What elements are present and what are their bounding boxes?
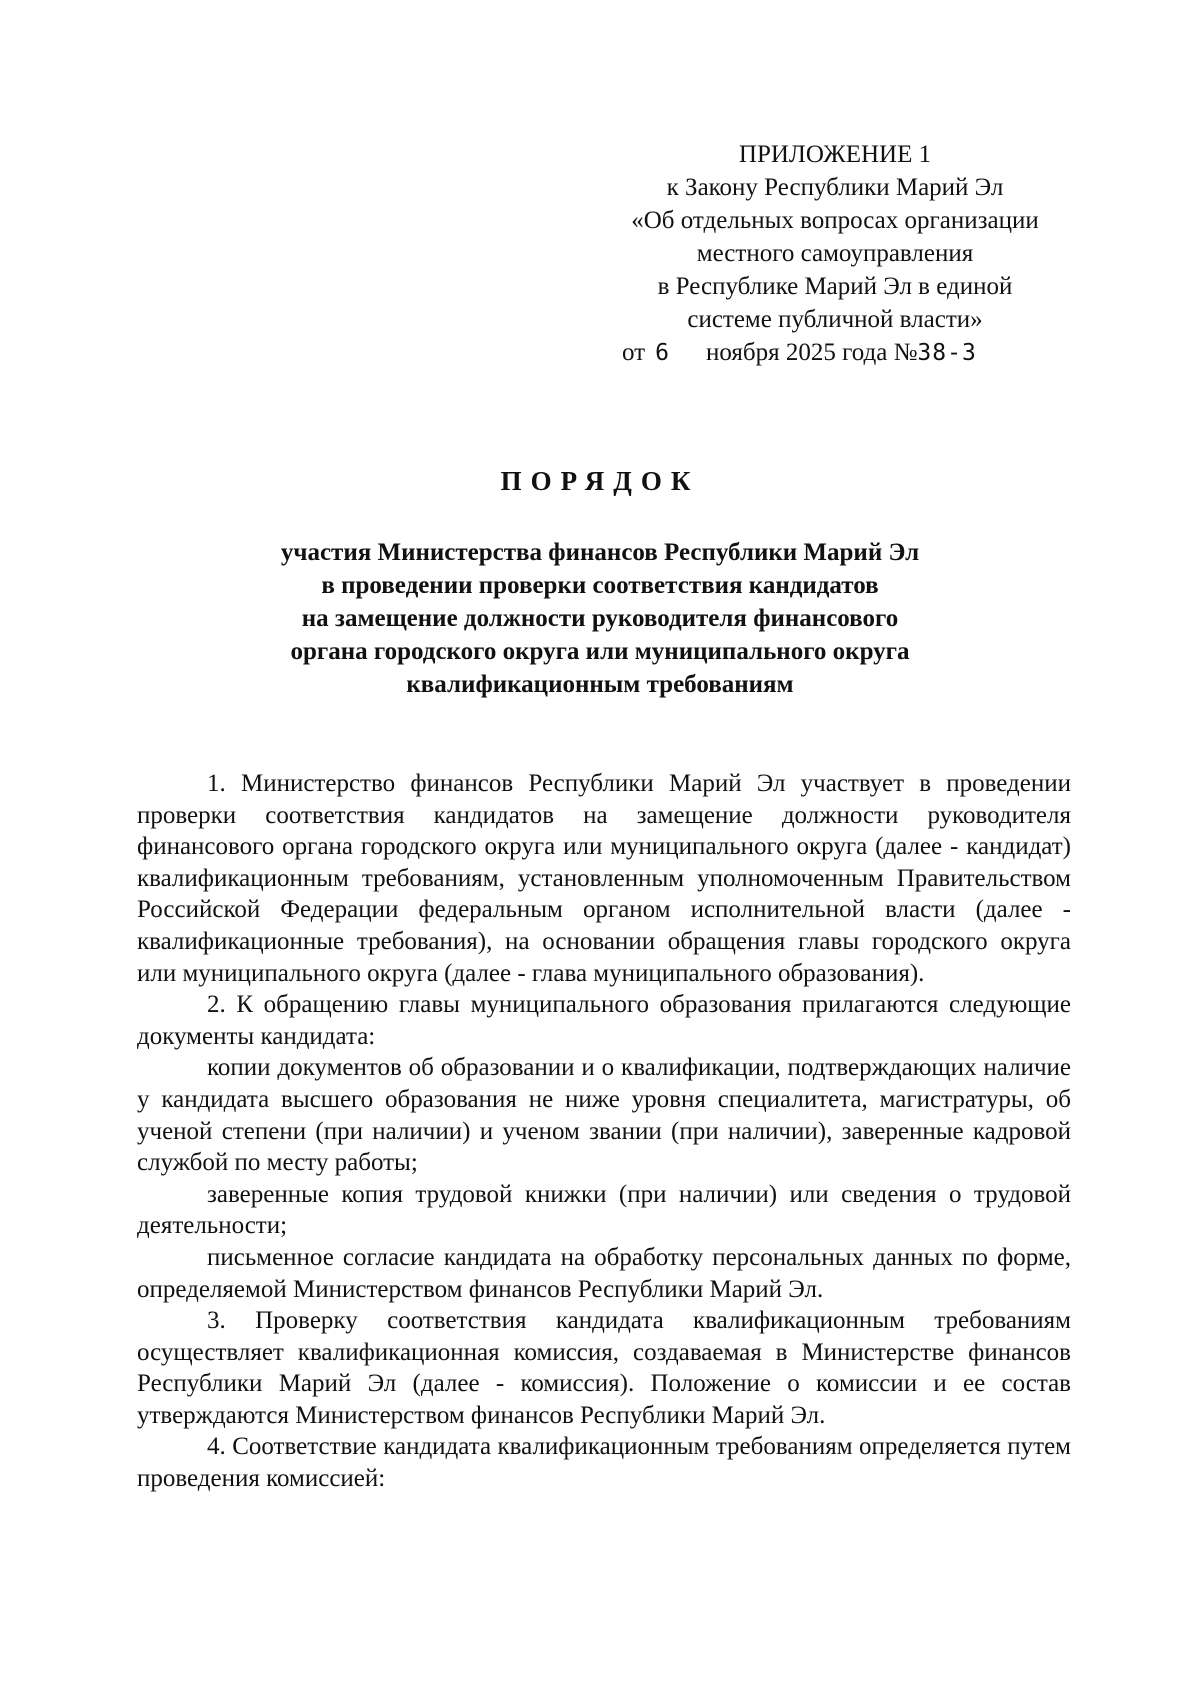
paragraph-2-item-consent: письменное согласие кандидата на обработку персональных данных по форме, определяемой Министерством финансов Республики Марий Эл. bbox=[137, 1243, 1071, 1303]
law-number: 38-3 bbox=[917, 340, 977, 366]
appendix-date-line bbox=[600, 336, 1070, 370]
subtitle-line: на замещение должности руководителя финансового bbox=[301, 605, 899, 632]
appendix-title: ПРИЛОЖЕНИЕ 1 bbox=[738, 141, 932, 168]
subtitle-line: квалификационным требованиям bbox=[406, 671, 794, 698]
appendix-line: в Республике Марий Эл в единой bbox=[657, 273, 1013, 300]
appendix-header bbox=[600, 138, 1070, 370]
date-day: 6 bbox=[655, 340, 670, 366]
paragraph-2: 2. К обращению главы муниципального образования прилагаются следующие документы кандидата: bbox=[137, 991, 1071, 1050]
document-title: ПОРЯДОК bbox=[500, 466, 700, 496]
paragraph-2-item-employment: заверенные копия трудовой книжки (при наличии) или сведения о трудовой деятельности; bbox=[137, 1180, 1071, 1240]
appendix-line: местного самоуправления bbox=[696, 240, 974, 267]
paragraph-4: 4. Соответствие кандидата квалификационным требованиям определяется путем проведения комиссией: bbox=[137, 1433, 1071, 1493]
date-rest: ноября 2025 года № bbox=[705, 339, 918, 366]
subtitle-line: органа городского округа или муниципального округа bbox=[290, 638, 910, 665]
appendix-line: к Закону Республики Марий Эл bbox=[666, 174, 1004, 201]
paragraph-2-item-education: копии документов об образовании и о квалификации, подтверждающих наличие у кандидата высшего образования не ниже уровня специалитета, магистратуры, об ученой степени (при наличии) и ученом звании (при наличии), заверенные кадровой службой по месту работы; bbox=[137, 1054, 1071, 1177]
document-subtitle bbox=[180, 536, 1020, 701]
paragraph-3: 3. Проверку соответствия кандидата квалификационным требованиям осуществляет квалификационная комиссия, создаваемая в Министерстве финансов Республики Марий Эл (далее - комиссия). Положение о комиссии и ее состав утверждаются Министерством финансов Республики Марий Эл. bbox=[137, 1307, 1071, 1429]
subtitle-line: в проведении проверки соответствия кандидатов bbox=[321, 572, 879, 599]
appendix-line: «Об отдельных вопросах организации bbox=[631, 207, 1039, 234]
date-prefix: от bbox=[622, 339, 646, 366]
paragraph-1: 1. Министерство финансов Республики Марий Эл участвует в проведении проверки соответствия кандидатов на замещение должности руководителя финансового органа городского округа или муниципального округа (далее - кандидат) квалификационным требованиям, установленным уполномоченным Правительством Российской Федерации федеральным органом исполнительной власти (далее - квалификационные требования), на основании обращения главы городского округа или муниципального округа (далее - глава муниципального образования). bbox=[137, 770, 1071, 987]
appendix-line: системе публичной власти» bbox=[687, 306, 983, 333]
document-body bbox=[137, 768, 1071, 1495]
subtitle-line: участия Министерства финансов Республики Марий Эл bbox=[280, 539, 920, 566]
